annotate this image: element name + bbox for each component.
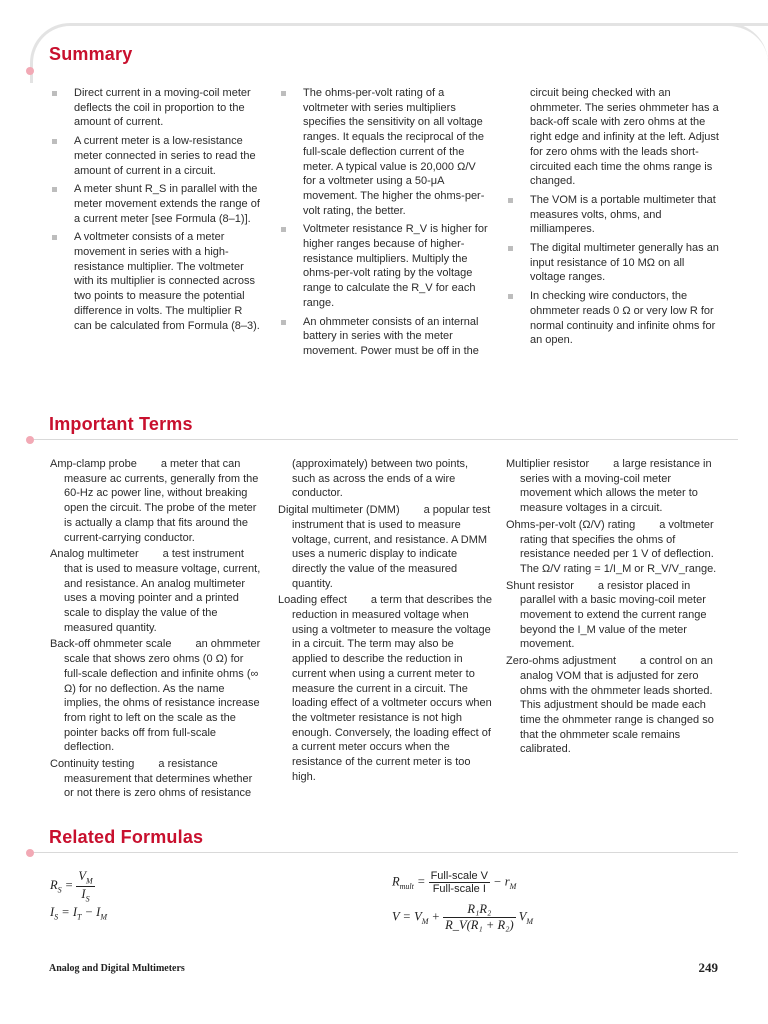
- glossary-definition: an ohmmeter scale that shows zero ohms (0 Ω) for full-scale deflection and infinite ohms (∞ Ω) for no deflection. As the name implies, the ohms of resistance increase from right to left on the scale as the pointer backs off from full-scale deflection.: [64, 638, 261, 754]
- summary-heading: Summary: [49, 44, 133, 64]
- glossary-term: Continuity testing: [50, 758, 135, 771]
- formula-shunt-current: $I_S = I_T - I_M$: [50, 905, 108, 922]
- bullet-square-icon: [52, 139, 57, 144]
- glossary-entry: [506, 579, 720, 653]
- glossary-entry: [506, 654, 720, 757]
- glossary-term: Zero-ohms adjustment: [506, 655, 617, 668]
- summary-bullet-text: A voltmeter consists of a meter movement in series with a high-resistance multiplier. The voltmeter with its multiplier is connected across two points to measure the potential difference in volts. The multiplier R can be calculated from Formula (8–3).: [74, 231, 260, 332]
- glossary-entry: [506, 518, 720, 577]
- bullet-square-icon: [281, 227, 286, 232]
- glossary-definition: a resistor placed in parallel with a basic moving-coil meter movement to extend the current range beyond the I_M value of the meter movement.: [520, 579, 707, 651]
- summary-bullet-text: The VOM is a portable multimeter that measures volts, ohms, and milliamperes.: [530, 193, 716, 236]
- glossary-definition: a meter that can measure ac currents, generally from the 60-Hz ac power line, without breaking open the circuit. The probe of the meter is actually a clamp that fits around the current-carrying conductor.: [64, 458, 259, 544]
- formulas-dot: [26, 849, 34, 857]
- bullet-square-icon: [508, 198, 513, 203]
- glossary-definition: a large resistance in series with a moving-coil meter movement which allows the meter to measure voltages in a circuit.: [520, 458, 712, 515]
- terms-rule: [30, 439, 738, 440]
- summary-bullet-item: [506, 289, 720, 348]
- terms-continued-text: (approximately) between two points, such as across the ends of a wire conductor.: [292, 458, 469, 500]
- summary-bullet-item: [50, 134, 262, 178]
- glossary-definition: a popular test instrument that is used to measure voltage, current, and resistance. A DMM uses a numeric display to indicate directly the value of the measured quantity.: [292, 504, 491, 590]
- glossary-term: Loading effect: [278, 594, 347, 607]
- summary-bullet-item: [279, 315, 491, 359]
- glossary-entry: [506, 457, 720, 516]
- glossary-definition: a resistance measurement that determines whether or not there is zero ohms of resistance: [64, 758, 253, 800]
- summary-column-1: [50, 86, 262, 337]
- summary-bullet-item: [506, 241, 720, 285]
- summary-bullet-item: [279, 222, 491, 310]
- glossary-entry: [50, 547, 264, 635]
- page-frame-border: [30, 23, 768, 83]
- summary-bullet-text: The digital multimeter generally has an input resistance of 10 MΩ on all voltage ranges.: [530, 242, 719, 284]
- summary-bullet-item: [279, 86, 491, 218]
- summary-bullet-text: A current meter is a low-resistance meter connected in series to read the amount of current in a circuit.: [74, 135, 256, 177]
- glossary-entry: [278, 503, 492, 591]
- glossary-definition: a term that describes the reduction in measured voltage when using a voltmeter to measure the voltage in a circuit. The term may also be applied to describe the reduction in current when using a current meter to measure the current in a circuit. The loading effect of a voltmeter occurs when the voltmeter resistance is not high enough. Conversely, the loading effect of a current meter occurs when the resistance of the current meter is too high.: [292, 594, 492, 783]
- glossary-term: Shunt resistor: [506, 579, 574, 592]
- summary-column-3: [506, 86, 720, 352]
- bullet-square-icon: [52, 91, 57, 96]
- summary-continued-item: circuit being checked with an ohmmeter. The series ohmmeter has a back-off scale with zero ohms at the right edge and infinity at the left. Adjust for zero ohms with the leads short-circuited each time the ohms range is changed.: [530, 87, 719, 188]
- glossary-definition: a control on an analog VOM that is adjusted for zero ohms with the ohmmeter leads shorted. This adjustment should be made each time the ohmmeter range is changed so that the ohmmeter scale remains calibrated.: [520, 655, 714, 756]
- glossary-definition: a voltmeter rating that specifies the ohms of resistance needed per 1 V of deflection. The Ω/V rating = 1/I_M or R_V/V_range.: [520, 518, 717, 575]
- bullet-square-icon: [508, 246, 513, 251]
- formula-loading-voltage: $V = V_M$ + $\frac{\text{R₁R₂}}{\text{R\_V(R₁ + R₂)}}$ $V_M$: [392, 902, 534, 932]
- chapter-footer: Analog and Digital Multimeters: [49, 963, 185, 974]
- formula-shunt: $R_S$ = $\frac{V_M}{I_S}$: [50, 869, 93, 903]
- glossary-entry: [50, 637, 264, 755]
- glossary-term: Multiplier resistor: [506, 458, 590, 470]
- bullet-square-icon: [52, 235, 57, 240]
- summary-bullet-text: Direct current in a moving-coil meter deflects the coil in proportion to the amount of current.: [74, 87, 251, 129]
- summary-bullet-item: [506, 193, 720, 237]
- summary-bullet-item: [50, 182, 262, 226]
- glossary-entry: [50, 457, 264, 545]
- glossary-term: Amp-clamp probe: [50, 458, 137, 470]
- glossary-entry: [278, 593, 492, 784]
- formulas-heading: Related Formulas: [49, 827, 204, 847]
- terms-column-1: [50, 457, 264, 803]
- glossary-definition: a test instrument that is used to measure voltage, current, and resistance. An analog multimeter uses a moving pointer and a printed scale to display the value of the measured quantity.: [64, 548, 261, 634]
- glossary-term: Ohms-per-volt (Ω/V) rating: [506, 518, 636, 531]
- glossary-term: Analog multimeter: [50, 548, 139, 561]
- terms-heading: Important Terms: [49, 414, 193, 434]
- summary-bullet-text: Voltmeter resistance R_V is higher for higher ranges because of higher-resistance multipliers. Multiply the ohms-per-volt rating by the voltage range to calculate the R_V for each range.: [303, 223, 488, 309]
- bullet-square-icon: [281, 91, 286, 96]
- formula-multiplier: $R_{mult}$ = $\frac{\text{Full-scale V}}{\text{Full-scale I}}$ − $r_M$: [392, 870, 517, 895]
- page-number: 249: [698, 960, 718, 975]
- glossary-entry: [50, 757, 264, 801]
- glossary-term: Digital multimeter (DMM): [278, 504, 400, 517]
- summary-bullet-item: [50, 230, 262, 333]
- summary-column-2: [279, 86, 491, 363]
- terms-column-2: [278, 457, 492, 786]
- terms-column-3: [506, 457, 720, 759]
- summary-bullet-text: In checking wire conductors, the ohmmeter reads 0 Ω or very low R for normal continuity and infinite ohms for an open.: [530, 290, 716, 347]
- summary-bullet-text: A meter shunt R_S in parallel with the meter movement extends the range of a current meter [see Formula (8–1)].: [74, 183, 260, 225]
- summary-dot: [26, 67, 34, 75]
- summary-bullet-text: The ohms-per-volt rating of a voltmeter with series multipliers specifies the sensitivity on all voltage ranges. It equals the reciprocal of the full-scale deflection current of the meter. A typical value is 20,000 Ω/V for a voltmeter using a 50-μA movement. The higher the ohms-per-volt rating, the better.: [303, 87, 485, 217]
- summary-bullet-text: An ohmmeter consists of an internal battery in series with the meter movement. Power must be off in the: [303, 315, 479, 357]
- bullet-square-icon: [281, 320, 286, 325]
- terms-dot: [26, 436, 34, 444]
- summary-bullet-item: [50, 86, 262, 130]
- bullet-square-icon: [52, 187, 57, 192]
- formulas-rule: [30, 852, 738, 853]
- glossary-term: Back-off ohmmeter scale: [50, 638, 172, 651]
- bullet-square-icon: [508, 294, 513, 299]
